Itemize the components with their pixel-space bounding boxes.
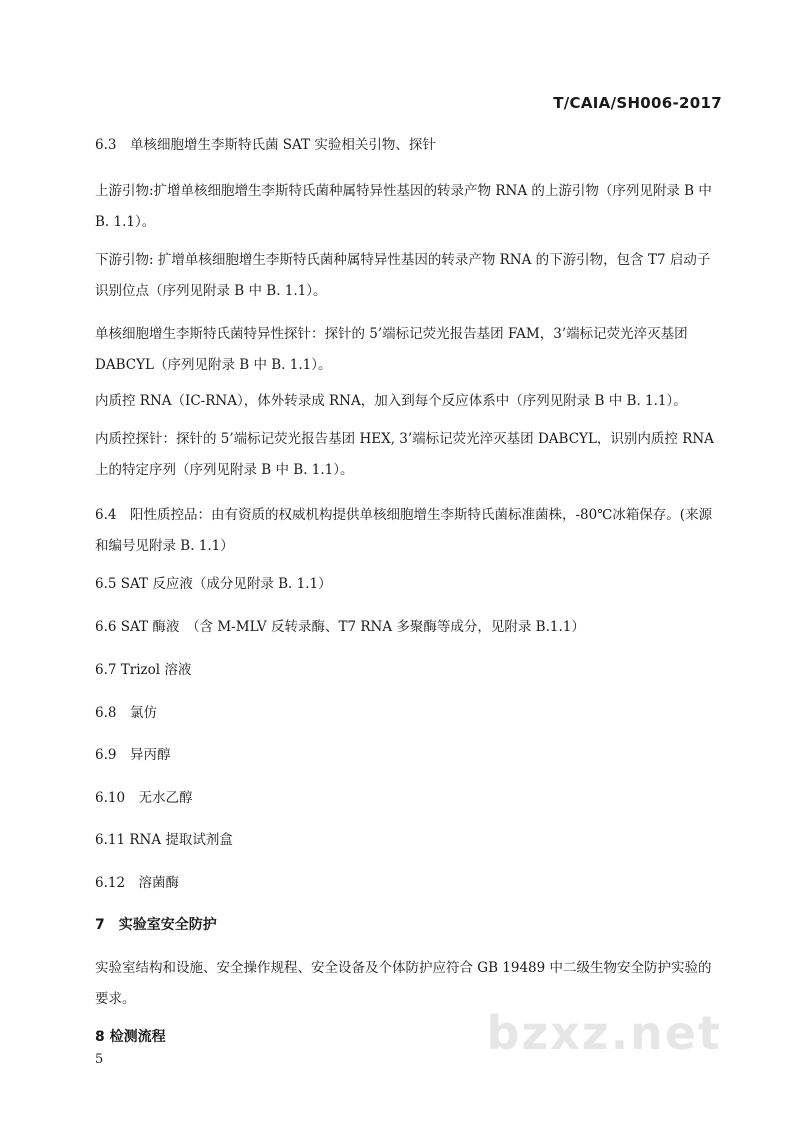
section-6-10: 6.10 无水乙醇	[95, 790, 193, 806]
section-6-7: 6.7 Trizol 溶液	[95, 662, 192, 678]
internal-control-rna-paragraph: 内质控 RNA（IC-RNA），体外转录成 RNA，加入到每个反应体系中（序列见附录 B 中 B. 1.1）。	[95, 393, 687, 409]
page-number: 5	[95, 1052, 104, 1067]
section-6-12: 6.12 溶菌酶	[95, 875, 180, 891]
section-6-6: 6.6 SAT 酶液 （含 M-MLV 反转录酶、T7 RNA 多聚酶等成分，见附录 B.1.1）	[95, 619, 585, 635]
section-6-8: 6.8 氯仿	[95, 705, 157, 721]
section-6-4: 6.4 阳性质控品：由有资质的权威机构提供单核细胞增生李斯特氏菌标准菌株，-80℃冰箱保存。(来源和编号见附录 B. 1.1）	[95, 507, 713, 554]
section-6-11: 6.11 RNA 提取试剂盒	[95, 832, 233, 848]
section-6-3: 6.3 单核细胞增生李斯特氏菌 SAT 实验相关引物、探针	[95, 137, 436, 153]
watermark-text: bzxz.net	[486, 1006, 722, 1060]
internal-control-probe-paragraph: 内质控探针：探针的 5’端标记荧光报告基团 HEX, 3’端标记荧光淬灭基团 DABCYL，识别内质控 RNA 上的特定序列（序列见附录 B 中 B. 1.1）。	[95, 431, 714, 478]
section-7-title: 7 实验室安全防护	[95, 917, 217, 933]
upstream-primer-paragraph: 上游引物:扩增单核细胞增生李斯特氏菌种属特异性基因的转录产物 RNA 的上游引物（序列见附录 B 中 B. 1.1）。	[95, 183, 712, 230]
downstream-primer-paragraph: 下游引物: 扩增单核细胞增生李斯特氏菌种属特异性基因的转录产物 RNA 的下游引物，包含 T7 启动子识别位点（序列见附录 B 中 B. 1.1）。	[95, 252, 711, 299]
section-8-title: 8 检测流程	[95, 1029, 166, 1045]
section-6-9: 6.9 异丙醇	[95, 747, 171, 763]
section-6-5: 6.5 SAT 反应液（成分见附录 B. 1.1）	[95, 576, 332, 592]
section-7-body: 实验室结构和设施、安全操作规程、安全设备及个体防护应符合 GB 19489 中二级生物安全防护实验的要求。	[95, 960, 712, 1007]
document-code: T/CAIA/SH006-2017	[553, 94, 722, 112]
specific-probe-paragraph: 单核细胞增生李斯特氏菌特异性探针：探针的 5’端标记荧光报告基团 FAM，3’端标记荧光淬灭基团 DABCYL（序列见附录 B 中 B. 1.1）。	[95, 326, 688, 373]
